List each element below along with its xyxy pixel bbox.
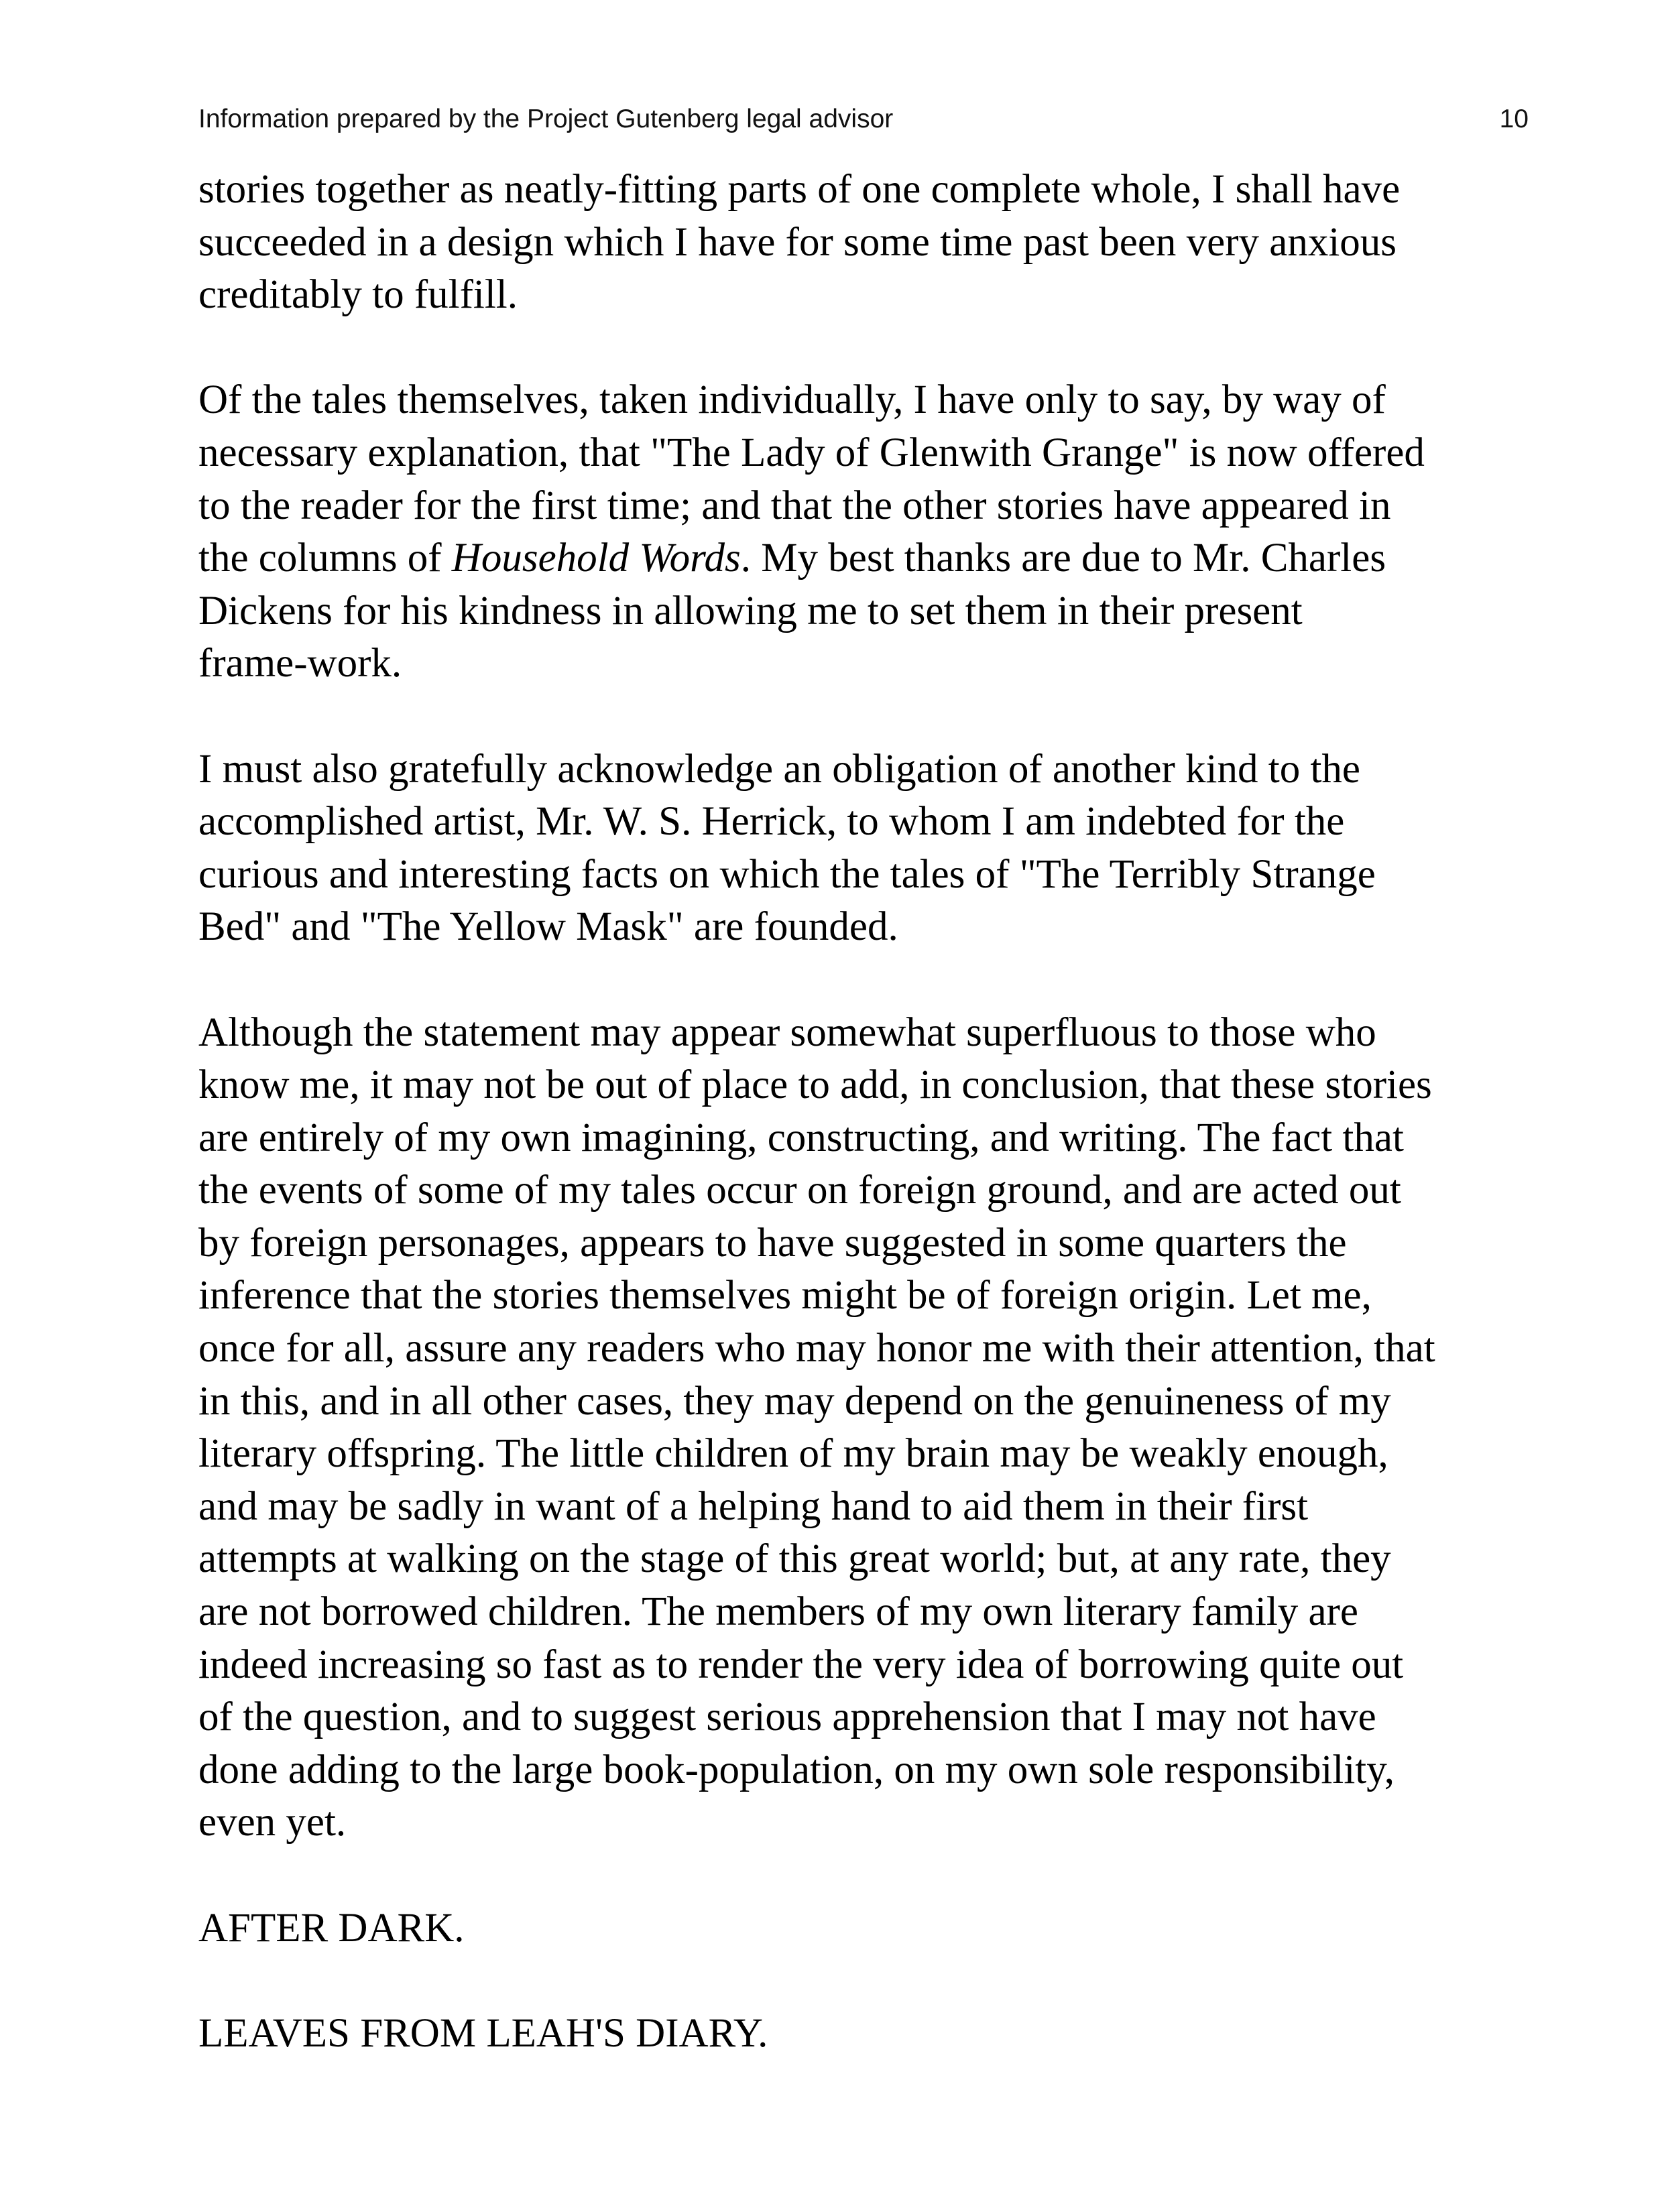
text-line: know me, it may not be out of place to add, in conclusion, that these stories — [198, 1062, 1432, 1108]
page-header — [198, 103, 1529, 135]
text-line: succeeded in a design which I have for some time past been very anxious — [198, 219, 1397, 265]
text-line: necessary explanation, that "The Lady of Glenwith Grange" is now offered — [198, 430, 1425, 475]
page-number: 10 — [1499, 105, 1529, 133]
text-line: by foreign personages, appears to have suggested in some quarters the — [198, 1220, 1347, 1266]
text-line: and may be sadly in want of a helping hand to aid them in their first — [198, 1483, 1309, 1529]
text-line: Although the statement may appear somewhat superfluous to those who — [198, 1009, 1376, 1055]
text-line: the events of some of my tales occur on foreign ground, and are acted out — [198, 1168, 1401, 1213]
text-line — [198, 532, 1533, 585]
text-line: frame-work. — [198, 641, 402, 686]
text-line: in this, and in all other cases, they may depend on the genuineness of my — [198, 1378, 1391, 1424]
header-title: Information prepared by the Project Gutenberg legal advisor — [198, 105, 894, 133]
text-line: Bed" and "The Yellow Mask" are founded. — [198, 904, 898, 950]
text-line: are not borrowed children. The members of my own literary family are — [198, 1589, 1358, 1635]
paragraph-1 — [198, 164, 1533, 322]
text-line: attempts at walking on the stage of this great world; but, at any rate, they — [198, 1536, 1391, 1582]
section-heading-after-dark: AFTER DARK. — [198, 1905, 465, 1951]
section-heading-leaves-from-leahs-diary: LEAVES FROM LEAH'S DIARY. — [198, 2010, 768, 2056]
text-line: I must also gratefully acknowledge an obligation of another kind to the — [198, 746, 1360, 792]
text-line: done adding to the large book-population, on my own sole responsibility, — [198, 1747, 1395, 1792]
text-line: Of the tales themselves, taken individually, I have only to say, by way of — [198, 377, 1386, 423]
text-line: of the question, and to suggest serious apprehension that I may not have — [198, 1695, 1376, 1740]
text-line: even yet. — [198, 1800, 347, 1845]
text-line: creditably to fulfill. — [198, 272, 518, 318]
text-line: once for all, assure any readers who may honor me with their attention, that — [198, 1326, 1435, 1371]
italic-title: Household Words — [451, 536, 741, 581]
text-segment: . My best thanks are due to Mr. Charles — [740, 536, 1386, 581]
paragraph-4 — [198, 1007, 1533, 1850]
body-text — [198, 164, 1533, 2113]
text-line: curious and interesting facts on which the tales of "The Terribly Strange — [198, 851, 1376, 897]
paragraph-2 — [198, 374, 1533, 690]
text-line: indeed increasing so fast as to render the very idea of borrowing quite out — [198, 1642, 1404, 1687]
text-line: stories together as neatly-fitting parts of one complete whole, I shall have — [198, 167, 1401, 212]
text-line: accomplished artist, Mr. W. S. Herrick, to whom I am indebted for the — [198, 799, 1345, 845]
text-line: are entirely of my own imagining, constructing, and writing. The fact that — [198, 1115, 1404, 1160]
text-line: inference that the stories themselves might be of foreign origin. Let me, — [198, 1273, 1372, 1318]
text-segment: the columns of — [198, 536, 452, 581]
text-line: to the reader for the first time; and that the other stories have appeared in — [198, 483, 1391, 528]
text-line: Dickens for his kindness in allowing me to set them in their present — [198, 588, 1303, 633]
paragraph-3 — [198, 743, 1533, 954]
text-line: literary offspring. The little children of my brain may be weakly enough, — [198, 1431, 1388, 1477]
